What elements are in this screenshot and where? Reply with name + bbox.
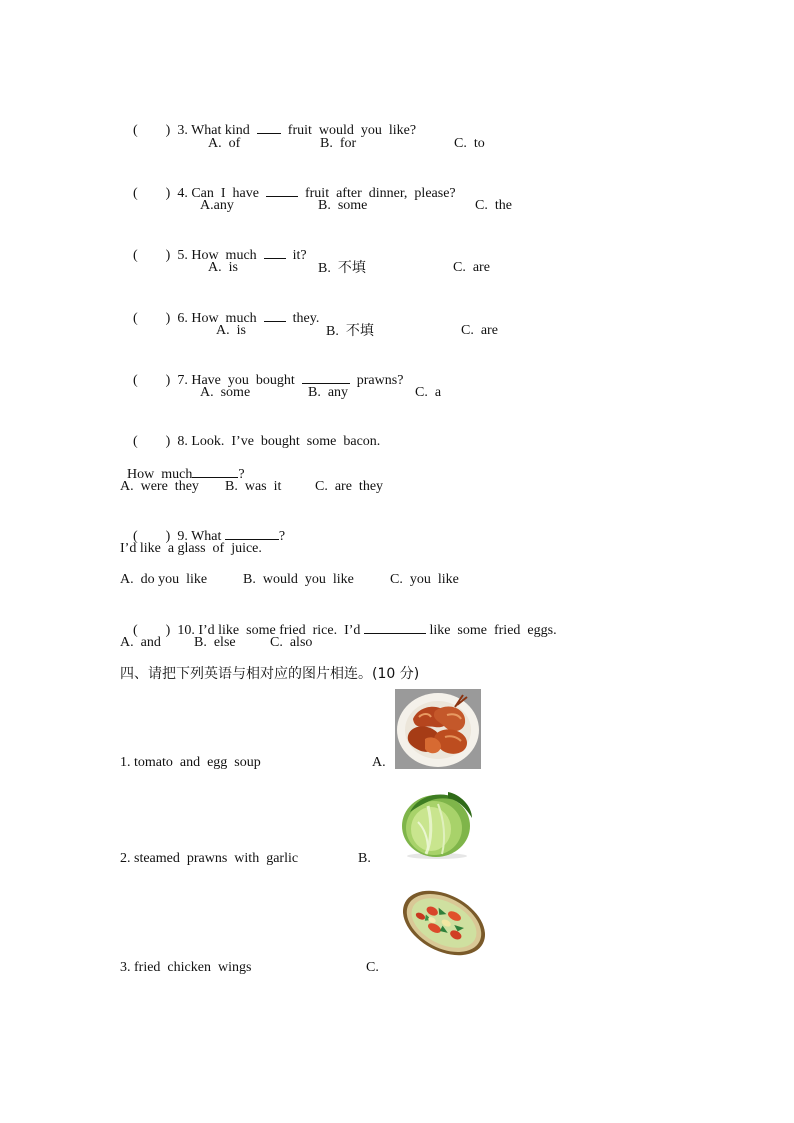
match-item-3[interactable]: 3. fried chicken wings — [120, 960, 252, 975]
option-a[interactable]: A.any — [200, 198, 234, 213]
option-b[interactable]: B. some — [318, 198, 368, 213]
option-b-letter: B. — [318, 261, 331, 276]
option-c[interactable]: C. are — [453, 260, 490, 275]
option-b-text: 不填 — [345, 323, 374, 339]
option-b[interactable]: B. would you like — [243, 572, 354, 587]
option-a[interactable]: A. do you like — [120, 572, 208, 587]
answer-paren[interactable]: ( ) — [133, 623, 171, 638]
option-b-letter: B. — [326, 324, 339, 339]
question-stem: 7. Have you bought — [177, 373, 295, 388]
question-stem-end: they. — [292, 311, 320, 326]
option-c[interactable]: C. are they — [315, 479, 384, 494]
question-3-line — [126, 103, 416, 140]
question-text-end: ? — [238, 467, 245, 482]
option-b[interactable]: B. else — [194, 635, 236, 650]
question-stem: 9. What — [177, 529, 222, 544]
option-a[interactable]: A. is — [216, 323, 246, 338]
question-stem: 3. What kind — [177, 123, 250, 138]
chicken-wings-picture[interactable] — [395, 689, 481, 769]
answer-paren[interactable]: ( ) — [133, 123, 171, 138]
option-c[interactable]: C. the — [475, 198, 512, 213]
match-item-2[interactable]: 2. steamed prawns with garlic — [120, 851, 299, 866]
match-item-1[interactable]: 1. tomato and egg soup — [120, 755, 261, 770]
match-letter-c[interactable]: C. — [366, 960, 379, 975]
tomato-egg-soup-picture[interactable] — [398, 882, 490, 964]
answer-paren[interactable]: ( ) — [133, 434, 171, 449]
section-4-heading: 四、请把下列英语与相对应的图片相连。(10 分) — [120, 666, 420, 682]
option-a[interactable]: A. of — [208, 136, 241, 151]
question-stem: 5. How much — [177, 248, 257, 263]
question-10-line — [126, 603, 557, 640]
question-4-line — [126, 166, 456, 203]
question-8-line — [126, 415, 380, 451]
option-b[interactable]: B. any — [308, 385, 349, 400]
question-stem-end: prawns? — [356, 373, 404, 388]
answer-blank — [302, 371, 350, 384]
question-stem: 8. Look. I’ve bought some bacon. — [177, 434, 381, 449]
answer-blank — [192, 465, 238, 478]
option-c[interactable]: C. also — [270, 635, 313, 650]
answer-blank — [364, 621, 426, 634]
answer-blank — [257, 121, 281, 134]
option-b[interactable] — [318, 259, 366, 278]
answer-blank — [225, 527, 279, 540]
question-9-line-2: I’d like a glass of juice. — [120, 541, 262, 556]
option-c[interactable]: C. you like — [390, 572, 459, 587]
question-stem-end: it? — [292, 248, 307, 263]
question-7-line — [126, 353, 403, 390]
option-b[interactable]: B. was it — [225, 479, 282, 494]
question-stem: 6. How much — [177, 311, 257, 326]
answer-blank — [264, 309, 286, 322]
option-a[interactable]: A. some — [200, 385, 251, 400]
question-stem-end: ? — [278, 529, 286, 544]
cabbage-picture[interactable] — [398, 782, 476, 860]
match-letter-b[interactable]: B. — [358, 851, 371, 866]
match-letter-a[interactable]: A. — [372, 755, 386, 770]
answer-paren[interactable]: ( ) — [133, 529, 171, 544]
question-stem: 10. I’d like some fried rice. I’d — [177, 623, 361, 638]
option-c[interactable]: C. are — [461, 323, 498, 338]
question-text: How much — [127, 467, 193, 482]
question-stem-end: fruit would you like? — [287, 123, 417, 138]
question-stem: 4. Can I have — [177, 186, 259, 201]
answer-paren[interactable]: ( ) — [133, 311, 171, 326]
option-b-text: 不填 — [337, 260, 366, 276]
option-b[interactable]: B. for — [320, 136, 357, 151]
option-c[interactable]: C. a — [415, 385, 442, 400]
answer-paren[interactable]: ( ) — [133, 186, 171, 201]
answer-blank — [264, 246, 286, 259]
option-c[interactable]: C. to — [454, 136, 485, 151]
answer-paren[interactable]: ( ) — [133, 373, 171, 388]
answer-blank — [266, 184, 298, 197]
option-a[interactable]: A. and — [120, 635, 161, 650]
question-stem-end: fruit after dinner, please? — [304, 186, 456, 201]
option-b[interactable] — [326, 322, 374, 341]
question-stem-end: like some fried eggs. — [429, 623, 557, 638]
answer-paren[interactable]: ( ) — [133, 248, 171, 263]
option-a[interactable]: A. is — [208, 260, 238, 275]
option-a[interactable]: A. were they — [120, 479, 199, 494]
